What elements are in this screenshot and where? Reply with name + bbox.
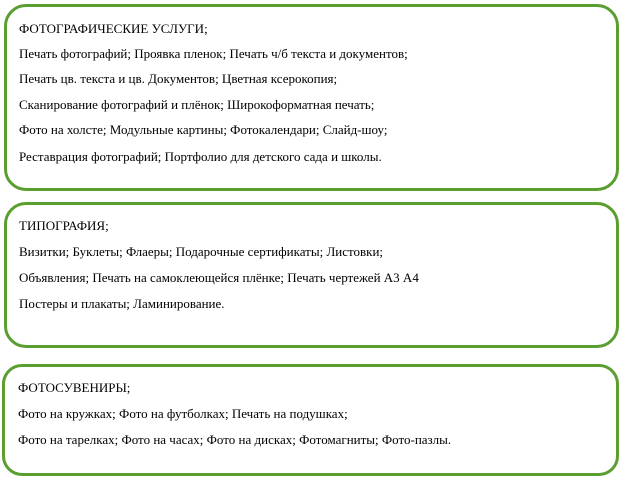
photo-services-line: Сканирование фотографий и плёнок; Широкоформатная печать; [19, 97, 375, 112]
typography-line: Постеры и плакаты; Ламинирование. [19, 296, 225, 311]
photo-services-line: Печать фотографий; Проявка пленок; Печать ч/б текста и документов; [19, 46, 408, 61]
photo-souvenirs-line: Фото на кружках; Фото на футболках; Печать на подушках; [18, 406, 348, 421]
photo-services-title: ФОТОГРАФИЧЕСКИЕ УСЛУГИ; [19, 21, 208, 36]
typography-title: ТИПОГРАФИЯ; [19, 218, 109, 233]
photo-services-line: Реставрация фотографий; Портфолио для детского сада и школы. [19, 149, 382, 164]
photo-souvenirs-line: Фото на тарелках; Фото на часах; Фото на дисках; Фотомагниты; Фото-пазлы. [18, 432, 452, 447]
typography-line: Визитки; Буклеты; Флаеры; Подарочные сертификаты; Листовки; [19, 244, 384, 259]
typography-line: Объявления; Печать на самоклеющейся плёнке; Печать чертежей А3 А4 [19, 270, 419, 285]
photo-services-line: Печать цв. текста и цв. Документов; Цветная ксерокопия; [19, 71, 338, 86]
photo-services-line: Фото на холсте; Модульные картины; Фотокалендари; Слайд-шоу; [19, 122, 388, 137]
photo-souvenirs-title: ФОТОСУВЕНИРЫ; [18, 380, 131, 395]
